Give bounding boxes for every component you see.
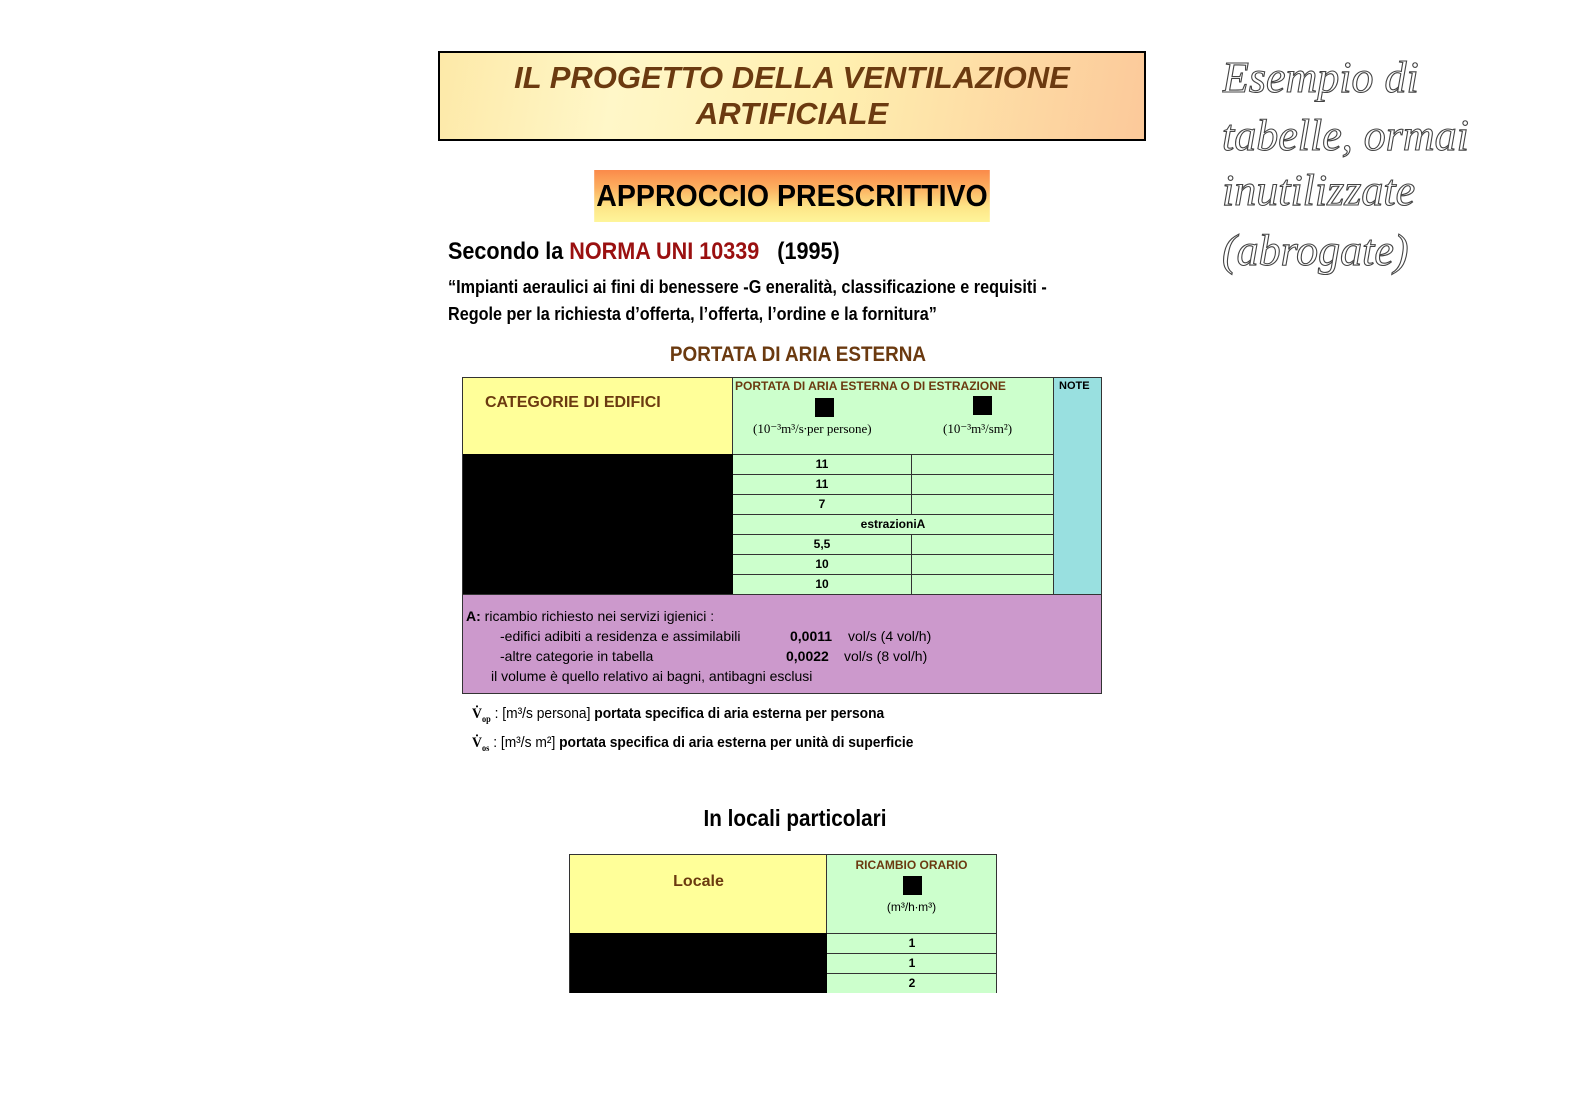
cell-surface [912,575,1053,594]
legend-description: portata specifica di aria esterna per unità di superficie [559,734,914,751]
table-row: 2 [827,973,997,993]
redacted-category-block [463,454,733,594]
cell-surface [912,455,1053,474]
table-row [733,454,1053,474]
footnote-line3: il volume è quello relativo ai bagni, antibagni esclusi [491,668,813,684]
norm-subtitle [448,238,840,266]
table-row [733,514,1053,534]
notes-body [1053,454,1101,594]
table-row [733,554,1053,574]
header-category-label: CATEGORIE DI EDIFICI [485,394,661,411]
subtitle-prefix: Secondo la [448,238,564,265]
legend-unit: : [m³/s persona] [494,705,591,722]
footnote-intro: ricambio richiesto nei servizi igienici : [484,608,715,624]
symbol-legend [472,702,913,760]
norm-name: NORMA UNI 10339 [569,238,760,265]
table-row: 1 [827,933,997,953]
cell-person: 11 [733,475,912,494]
note-line4: (abrogate) [1222,226,1409,275]
legend-subscript: os [481,743,490,753]
footnote-line2-value: 0,0022 [786,648,829,664]
symbol-placeholder-icon [903,876,922,895]
header-room [570,855,827,933]
header-exchange-label: RICAMBIO ORARIO [855,858,968,872]
legend-subscript: op [481,714,491,724]
cell-surface [912,495,1053,514]
footnote-line1-text: -edifici adibiti a residenza e assimilabili [500,628,741,644]
norm-description-line2: Regole per la richiesta d’offerta, l’offerta, l’ordine e la fornitura” [448,304,937,324]
footnote-label: A: [466,608,481,624]
header-exchange-unit: (m³/h∙m³) [886,900,937,914]
table-footnote [463,594,1101,693]
legend-unit: : [m³/s m²] [493,734,556,751]
header-notes [1053,378,1101,454]
cell-person: 10 [733,555,912,574]
header-flow [733,378,1053,454]
cell-person: 10 [733,575,912,594]
approach-banner: APPROCCIO PRESCRITTIVO [594,170,990,222]
handwritten-note [1222,50,1512,310]
legend-description: portata specifica di aria esterna per persona [594,705,885,722]
header-exchange [827,855,996,933]
legend-symbol: V̇ [472,735,482,751]
header-flow-label: PORTATA DI ARIA ESTERNA O DI ESTRAZIONE [735,379,1006,393]
cell-person: 5,5 [733,535,912,554]
table-row [733,494,1053,514]
header-category [463,378,733,454]
footnote-line1-value: 0,0011 [790,628,833,644]
title-line2: ARTIFICIALE [695,96,889,131]
title-box [438,51,1146,141]
table-row [733,474,1053,494]
header-notes-label: NOTE [1059,380,1090,392]
cell-merged: estrazioniA [860,517,926,531]
table-row [733,534,1053,554]
symbol-placeholder-icon [973,396,992,415]
unit-per-person: (10⁻³m³/s∙per persone) [753,421,872,436]
table-outdoor-air-flow [462,377,1102,694]
legend-item [472,731,913,760]
cell-surface [912,535,1053,554]
table-row [733,574,1053,594]
table1-title: PORTATA DI ARIA ESTERNA [669,343,927,366]
unit-per-surface: (10⁻³m³/sm²) [943,421,1013,436]
norm-year: (1995) [777,238,840,265]
legend-item [472,702,913,731]
table-row: 1 [827,953,997,973]
norm-description [448,274,1047,328]
note-line3: inutilizzate [1222,166,1416,215]
footnote-line1-unit: vol/s (4 vol/h) [848,628,932,644]
table2-title: In locali particolari [703,805,887,831]
table-particular-rooms [569,854,997,993]
cell-person: 7 [733,495,912,514]
legend-symbol: V̇ [472,706,482,722]
header-room-label: Locale [673,873,724,890]
cell-surface [912,555,1053,574]
redacted-room-block [570,933,827,993]
footnote-line2-text: -altre categorie in tabella [500,648,654,664]
cell-surface [912,475,1053,494]
note-line1: Esempio di [1222,53,1419,102]
cell-person: 11 [733,455,912,474]
title-line1: IL PROGETTO DELLA VENTILAZIONE [514,60,1070,95]
symbol-placeholder-icon [815,398,834,417]
note-line2: tabelle, ormai [1222,111,1469,160]
norm-description-line1: “Impianti aeraulici ai fini di benessere -G eneralità, classificazione e requisiti - [448,277,1047,297]
footnote-line2-unit: vol/s (8 vol/h) [844,648,928,664]
